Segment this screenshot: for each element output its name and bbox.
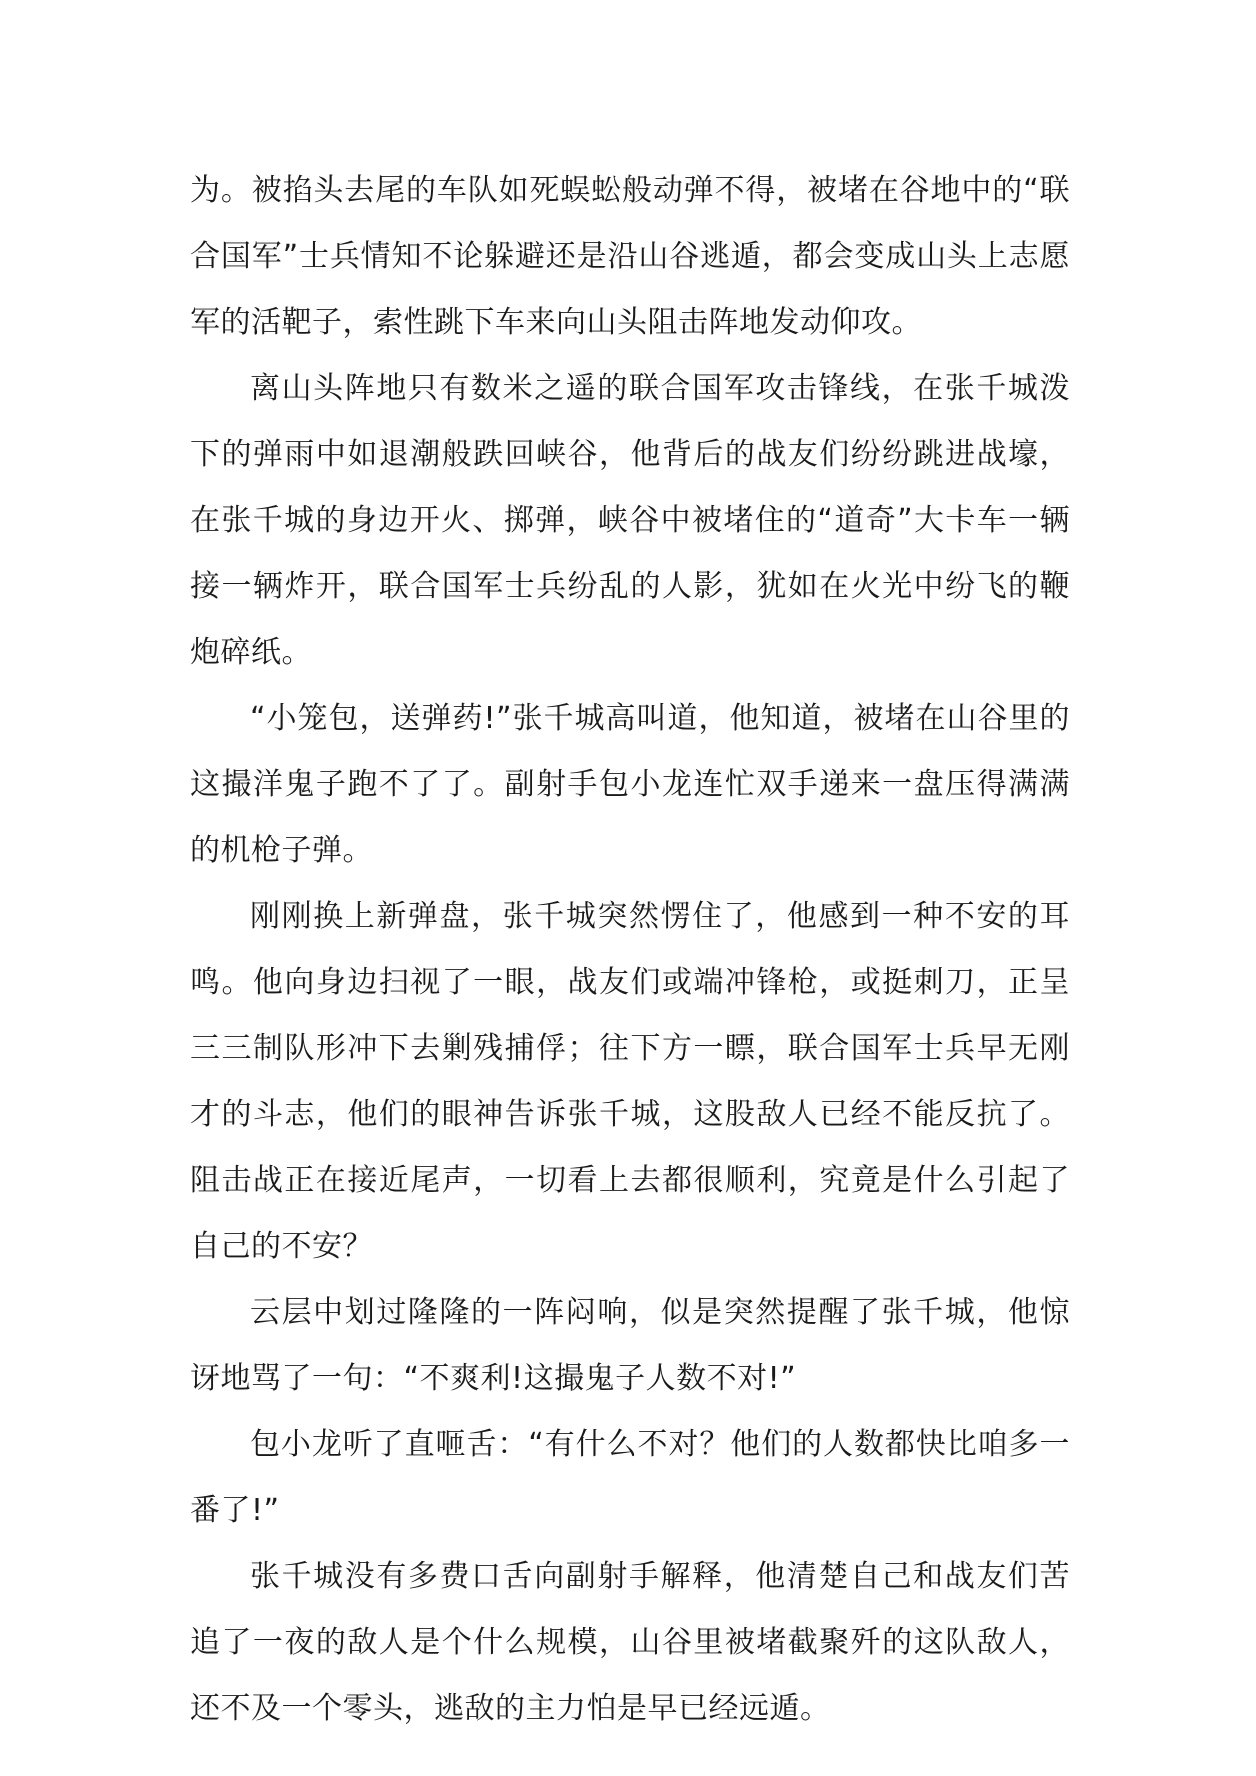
paragraph-2: 离山头阵地只有数米之遥的联合国军攻击锋线，在张千城泼下的弹雨中如退潮般跌回峡谷，他背后的战友们纷纷跳进战壕，在张千城的身边开火、掷弹，峡谷中被堵住的“道奇”大卡车一辆接一辆炸开，联合国军士兵纷乱的人影，犹如在火光中纷飞的鞭炮碎纸。 (190, 371, 1070, 670)
body-text (190, 158, 1070, 1742)
paragraph-1: 为。被掐头去尾的车队如死蜈蚣般动弹不得，被堵在谷地中的“联合国军”士兵情知不论躲避还是沿山谷逃遁，都会变成山头上志愿军的活靶子，索性跳下车来向山头阻击阵地发动仰攻。 (190, 173, 1070, 340)
paragraph-4: 刚刚换上新弹盘，张千城突然愣住了，他感到一种不安的耳鸣。他向身边扫视了一眼，战友们或端冲锋枪，或挺刺刀，正呈三三制队形冲下去剿残捕俘；往下方一瞟，联合国军士兵早无刚才的斗志，他们的眼神告诉张千城，这股敌人已经不能反抗了。阻击战正在接近尾声，一切看上去都很顺利，究竟是什么引起了自己的不安？ (190, 899, 1070, 1264)
paragraph-7: 张千城没有多费口舌向副射手解释，他清楚自己和战友们苦追了一夜的敌人是个什么规模，山谷里被堵截聚歼的这队敌人，还不及一个零头，逃敌的主力怕是早已经远遁。 (190, 1559, 1070, 1726)
paragraph-6: 包小龙听了直咂舌：“有什么不对？他们的人数都快比咱多一番了!” (190, 1427, 1070, 1528)
paragraph-3: “小笼包，送弹药!”张千城高叫道，他知道，被堵在山谷里的这撮洋鬼子跑不了了。副射手包小龙连忙双手递来一盘压得满满的机枪子弹。 (190, 701, 1070, 868)
paragraph-5: 云层中划过隆隆的一阵闷响，似是突然提醒了张千城，他惊讶地骂了一句：“不爽利!这撮鬼子人数不对!” (190, 1295, 1070, 1396)
